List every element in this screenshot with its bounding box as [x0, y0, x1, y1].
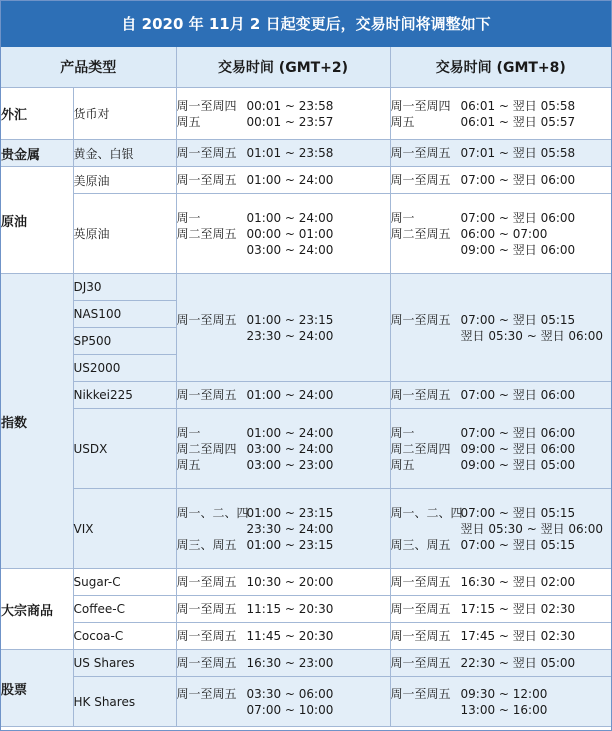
product-sp500: SP500: [73, 328, 176, 355]
time-gmt2: [176, 88, 390, 140]
product-metals: 黄金、白银: [73, 140, 176, 167]
time-range: 03:00 ~ 23:00: [246, 457, 334, 472]
time-days: 周一至周五: [390, 388, 451, 402]
product-usdx: USDX: [73, 409, 176, 489]
time-days: 周一至周五: [176, 575, 237, 589]
time-line: [177, 457, 390, 473]
time-days: 周一至周五: [176, 312, 237, 327]
time-range: 01:00 ~ 24:00: [246, 425, 334, 440]
time-days: 周一至周五: [390, 656, 451, 670]
table-row: [1, 382, 611, 409]
page-title: 自 2020 年 11月 2 日起变更后，交易时间将调整如下: [1, 1, 611, 47]
table-row: [1, 167, 611, 194]
time-days: 周二至周四: [176, 441, 237, 456]
category-oil: 原油: [1, 167, 73, 274]
category-metals: 贵金属: [1, 140, 73, 167]
time-days: [177, 328, 247, 344]
time-range: 00:01 ~ 23:58: [246, 98, 334, 113]
header-gmt2: 交易时间 (GMT+2): [176, 47, 390, 88]
product-dj30: DJ30: [73, 274, 176, 301]
table-row: [1, 194, 611, 274]
time-gmt2: [176, 274, 390, 382]
time-gmt8: [390, 623, 611, 650]
time-line: [391, 242, 612, 258]
time-range: 16:30 ~ 翌日 02:00: [460, 575, 576, 589]
time-line: [177, 686, 390, 702]
time-line: [177, 505, 390, 521]
category-indices: 指数: [1, 274, 73, 569]
time-range: 23:30 ~ 24:00: [246, 521, 334, 536]
time-gmt8: [390, 596, 611, 623]
time-line: [177, 441, 390, 457]
time-line: [177, 574, 390, 590]
time-days: 周一至周五: [390, 146, 451, 160]
time-range: 11:45 ~ 20:30: [246, 629, 334, 643]
time-gmt8: [390, 140, 611, 167]
time-days: [391, 521, 461, 537]
time-range: 07:00 ~ 翌日 05:15: [460, 505, 576, 520]
time-range: 翌日 05:30 ~ 翌日 06:00: [460, 521, 603, 536]
time-gmt8: [390, 88, 611, 140]
time-line: [177, 210, 390, 226]
time-days: 周一: [390, 425, 415, 440]
time-gmt2: [176, 677, 390, 727]
time-range: 07:00 ~ 翌日 06:00: [460, 425, 576, 440]
time-range: 翌日 05:30 ~ 翌日 06:00: [460, 328, 603, 343]
time-line: [391, 114, 612, 130]
time-line: [391, 537, 612, 553]
category-forex: 外汇: [1, 88, 73, 140]
time-range: 03:00 ~ 24:00: [246, 441, 334, 456]
time-line: [177, 172, 390, 188]
product-hk-shares: HK Shares: [73, 677, 176, 727]
time-line: [391, 574, 612, 590]
time-gmt8: [390, 382, 611, 409]
time-line: [391, 425, 612, 441]
time-line: [391, 628, 612, 644]
time-range: 03:00 ~ 24:00: [246, 242, 334, 257]
time-range: 22:30 ~ 翌日 05:00: [460, 656, 576, 670]
table-row: [1, 409, 611, 489]
product-us-shares: US Shares: [73, 650, 176, 677]
time-range: 11:15 ~ 20:30: [246, 602, 334, 616]
time-gmt2: [176, 489, 390, 569]
category-stocks: 股票: [1, 650, 73, 727]
time-line: [177, 312, 390, 328]
time-days: [177, 521, 247, 537]
time-days: [177, 702, 247, 718]
time-line: [177, 242, 390, 258]
time-line: [391, 172, 612, 188]
time-days: 周一至周五: [176, 656, 237, 670]
time-line: [391, 601, 612, 617]
time-gmt2: [176, 650, 390, 677]
time-line: [177, 521, 390, 537]
time-gmt8: [390, 167, 611, 194]
time-range: 06:00 ~ 07:00: [460, 226, 548, 241]
time-days: 周一至周五: [390, 602, 451, 616]
time-days: 周一: [176, 425, 201, 440]
time-days: 周一至周四: [390, 98, 451, 113]
time-days: 周一至周五: [390, 686, 451, 701]
table-row: [1, 489, 611, 569]
time-days: 周二至周四: [390, 441, 451, 456]
time-days: 周一至周五: [176, 146, 237, 160]
time-line: [177, 98, 390, 114]
time-range: 03:30 ~ 06:00: [246, 686, 334, 701]
time-gmt2: [176, 623, 390, 650]
time-line: [177, 537, 390, 553]
table-row: [1, 596, 611, 623]
time-range: 06:01 ~ 翌日 05:58: [460, 98, 576, 113]
time-line: [391, 505, 612, 521]
time-line: [177, 226, 390, 242]
time-line: [177, 145, 390, 161]
header-gmt8: 交易时间 (GMT+8): [390, 47, 611, 88]
time-gmt8: [390, 194, 611, 274]
time-days: 周一至周五: [176, 602, 237, 616]
time-range: 16:30 ~ 23:00: [246, 656, 334, 670]
time-range: 09:00 ~ 翌日 06:00: [460, 441, 576, 456]
time-range: 09:30 ~ 12:00: [460, 686, 548, 701]
time-range: 07:00 ~ 翌日 05:15: [460, 537, 576, 552]
time-line: [391, 441, 612, 457]
time-days: 周五: [390, 457, 415, 472]
product-brent: 英原油: [73, 194, 176, 274]
time-line: [391, 210, 612, 226]
product-vix: VIX: [73, 489, 176, 569]
time-days: [391, 328, 461, 344]
time-days: 周一: [390, 210, 415, 225]
time-range: 10:30 ~ 20:00: [246, 575, 334, 589]
time-gmt8: [390, 409, 611, 489]
time-days: 周三、周五: [176, 537, 237, 552]
time-gmt2: [176, 409, 390, 489]
product-cocoa: Cocoa-C: [73, 623, 176, 650]
time-gmt8: [390, 489, 611, 569]
product-nikkei: Nikkei225: [73, 382, 176, 409]
time-gmt8: [390, 569, 611, 596]
time-days: 周二至周五: [390, 226, 451, 241]
time-days: 周一至周五: [176, 173, 237, 187]
time-range: 06:01 ~ 翌日 05:57: [460, 114, 576, 129]
time-days: 周二至周五: [176, 226, 237, 241]
time-line: [177, 425, 390, 441]
time-days: 周三、周五: [390, 537, 451, 552]
time-range: 01:00 ~ 23:15: [246, 312, 334, 327]
table-row: [1, 650, 611, 677]
time-days: [391, 242, 461, 258]
time-range: 07:00 ~ 翌日 06:00: [460, 388, 576, 402]
time-gmt2: [176, 596, 390, 623]
time-line: [177, 702, 390, 718]
time-line: [391, 328, 612, 344]
time-days: 周五: [176, 114, 201, 129]
time-range: 09:00 ~ 翌日 05:00: [460, 457, 576, 472]
product-sugar: Sugar-C: [73, 569, 176, 596]
time-range: 07:00 ~ 翌日 06:00: [460, 210, 576, 225]
time-line: [391, 226, 612, 242]
time-gmt2: [176, 167, 390, 194]
table-row: [1, 140, 611, 167]
time-gmt2: [176, 382, 390, 409]
time-days: 周五: [390, 114, 415, 129]
time-range: 01:00 ~ 24:00: [246, 173, 334, 187]
product-nas100: NAS100: [73, 301, 176, 328]
time-range: 07:00 ~ 10:00: [246, 702, 334, 717]
product-forex: 货币对: [73, 88, 176, 140]
time-days: [177, 242, 247, 258]
trading-hours-table: [1, 47, 611, 727]
time-line: [391, 387, 612, 403]
time-range: 09:00 ~ 翌日 06:00: [460, 242, 576, 257]
time-range: 07:00 ~ 翌日 05:15: [460, 312, 576, 327]
time-line: [391, 457, 612, 473]
time-range: 17:45 ~ 翌日 02:30: [460, 629, 576, 643]
time-line: [391, 521, 612, 537]
time-gmt2: [176, 569, 390, 596]
time-days: 周五: [176, 457, 201, 472]
table-row: [1, 677, 611, 727]
time-days: 周一至周四: [176, 98, 237, 113]
product-us2000: US2000: [73, 355, 176, 382]
time-days: 周一: [176, 210, 201, 225]
time-line: [177, 387, 390, 403]
time-days: 周一、二、四: [390, 505, 463, 520]
table-row: [1, 88, 611, 140]
time-line: [391, 145, 612, 161]
time-range: 17:15 ~ 翌日 02:30: [460, 602, 576, 616]
time-range: 00:01 ~ 23:57: [246, 114, 334, 129]
table-row: [1, 623, 611, 650]
time-range: 00:00 ~ 01:00: [246, 226, 334, 241]
product-wti: 美原油: [73, 167, 176, 194]
category-commodities: 大宗商品: [1, 569, 73, 650]
time-gmt8: [390, 677, 611, 727]
time-range: 13:00 ~ 16:00: [460, 702, 548, 717]
time-line: [391, 98, 612, 114]
time-days: 周一、二、四: [176, 505, 249, 520]
time-days: [391, 702, 461, 718]
time-line: [177, 628, 390, 644]
time-line: [391, 686, 612, 702]
product-coffee: Coffee-C: [73, 596, 176, 623]
time-days: 周一至周五: [390, 575, 451, 589]
time-days: 周一至周五: [176, 686, 237, 701]
table-row: [1, 569, 611, 596]
time-range: 23:30 ~ 24:00: [246, 328, 334, 343]
table-header-row: [1, 47, 611, 88]
time-gmt8: [390, 650, 611, 677]
time-line: [391, 312, 612, 328]
time-days: 周一至周五: [390, 312, 451, 327]
table-row: [1, 274, 611, 301]
time-days: 周一至周五: [176, 388, 237, 402]
time-gmt2: [176, 140, 390, 167]
time-range: 07:01 ~ 翌日 05:58: [460, 146, 576, 160]
time-range: 01:01 ~ 23:58: [246, 146, 334, 160]
time-range: 01:00 ~ 24:00: [246, 388, 334, 402]
time-line: [391, 655, 612, 671]
time-gmt2: [176, 194, 390, 274]
time-range: 01:00 ~ 24:00: [246, 210, 334, 225]
time-gmt8: [390, 274, 611, 382]
time-days: 周一至周五: [176, 629, 237, 643]
time-line: [177, 114, 390, 130]
time-range: 07:00 ~ 翌日 06:00: [460, 173, 576, 187]
time-days: 周一至周五: [390, 629, 451, 643]
time-range: 01:00 ~ 23:15: [246, 505, 334, 520]
time-line: [177, 328, 390, 344]
time-line: [391, 702, 612, 718]
time-range: 01:00 ~ 23:15: [246, 537, 334, 552]
time-line: [177, 655, 390, 671]
time-line: [177, 601, 390, 617]
header-product: 产品类型: [1, 47, 176, 88]
time-days: 周一至周五: [390, 173, 451, 187]
